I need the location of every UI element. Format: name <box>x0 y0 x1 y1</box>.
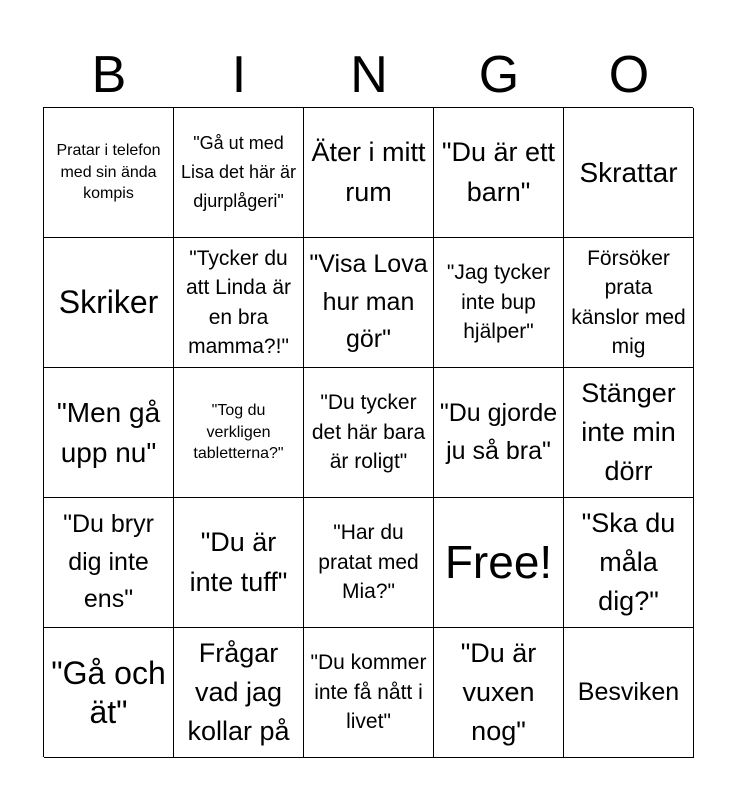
bingo-cell-r1-c2[interactable]: "Gå ut med Lisa det här är djurplågeri" <box>174 108 304 238</box>
bingo-cell-r3-c1[interactable]: "Men gå upp nu" <box>44 368 174 498</box>
bingo-cell-r4-c2[interactable]: "Du är inte tuff" <box>174 498 304 628</box>
bingo-cell-r2-c3[interactable]: "Visa Lova hur man gör" <box>304 238 434 368</box>
bingo-cell-r1-c4[interactable]: "Du är ett barn" <box>434 108 564 238</box>
bingo-cell-r3-c5[interactable]: Stänger inte min dörr <box>564 368 694 498</box>
header-letter-o: O <box>608 46 650 104</box>
header-letter-b: B <box>91 46 127 104</box>
bingo-cell-r1-c5[interactable]: Skrattar <box>564 108 694 238</box>
bingo-cell-r1-c3[interactable]: Äter i mitt rum <box>304 108 434 238</box>
bingo-cell-r2-c5[interactable]: Försöker prata känslor med mig <box>564 238 694 368</box>
header-letter-n: N <box>350 46 388 104</box>
bingo-cell-r4-c3[interactable]: "Har du pratat med Mia?" <box>304 498 434 628</box>
bingo-cell-r3-c2[interactable]: "Tog du verkligen tabletterna?" <box>174 368 304 498</box>
bingo-cell-r2-c2[interactable]: "Tycker du att Linda är en bra mamma?!" <box>174 238 304 368</box>
bingo-cell-r2-c1[interactable]: Skriker <box>44 238 174 368</box>
bingo-cell-free[interactable]: Free! <box>434 498 564 628</box>
bingo-cell-r5-c5[interactable]: Besviken <box>564 628 694 758</box>
bingo-cell-r5-c3[interactable]: "Du kommer inte få nått i livet" <box>304 628 434 758</box>
bingo-cell-r4-c1[interactable]: "Du bryr dig inte ens" <box>44 498 174 628</box>
bingo-cell-r3-c4[interactable]: "Du gjorde ju så bra" <box>434 368 564 498</box>
bingo-cell-r5-c1[interactable]: "Gå och ät" <box>44 628 174 758</box>
header-letter-i: I <box>231 46 247 104</box>
bingo-cell-r5-c2[interactable]: Frågar vad jag kollar på <box>174 628 304 758</box>
bingo-cell-r3-c3[interactable]: "Du tycker det här bara är roligt" <box>304 368 434 498</box>
bingo-cell-r4-c5[interactable]: "Ska du måla dig?" <box>564 498 694 628</box>
bingo-cell-r5-c4[interactable]: "Du är vuxen nog" <box>434 628 564 758</box>
bingo-cell-r2-c4[interactable]: "Jag tycker inte bup hjälper" <box>434 238 564 368</box>
bingo-grid <box>43 107 693 757</box>
bingo-header <box>44 44 694 106</box>
header-letter-g: G <box>478 46 520 104</box>
bingo-cell-r1-c1[interactable]: Pratar i telefon med sin ända kompis <box>44 108 174 238</box>
